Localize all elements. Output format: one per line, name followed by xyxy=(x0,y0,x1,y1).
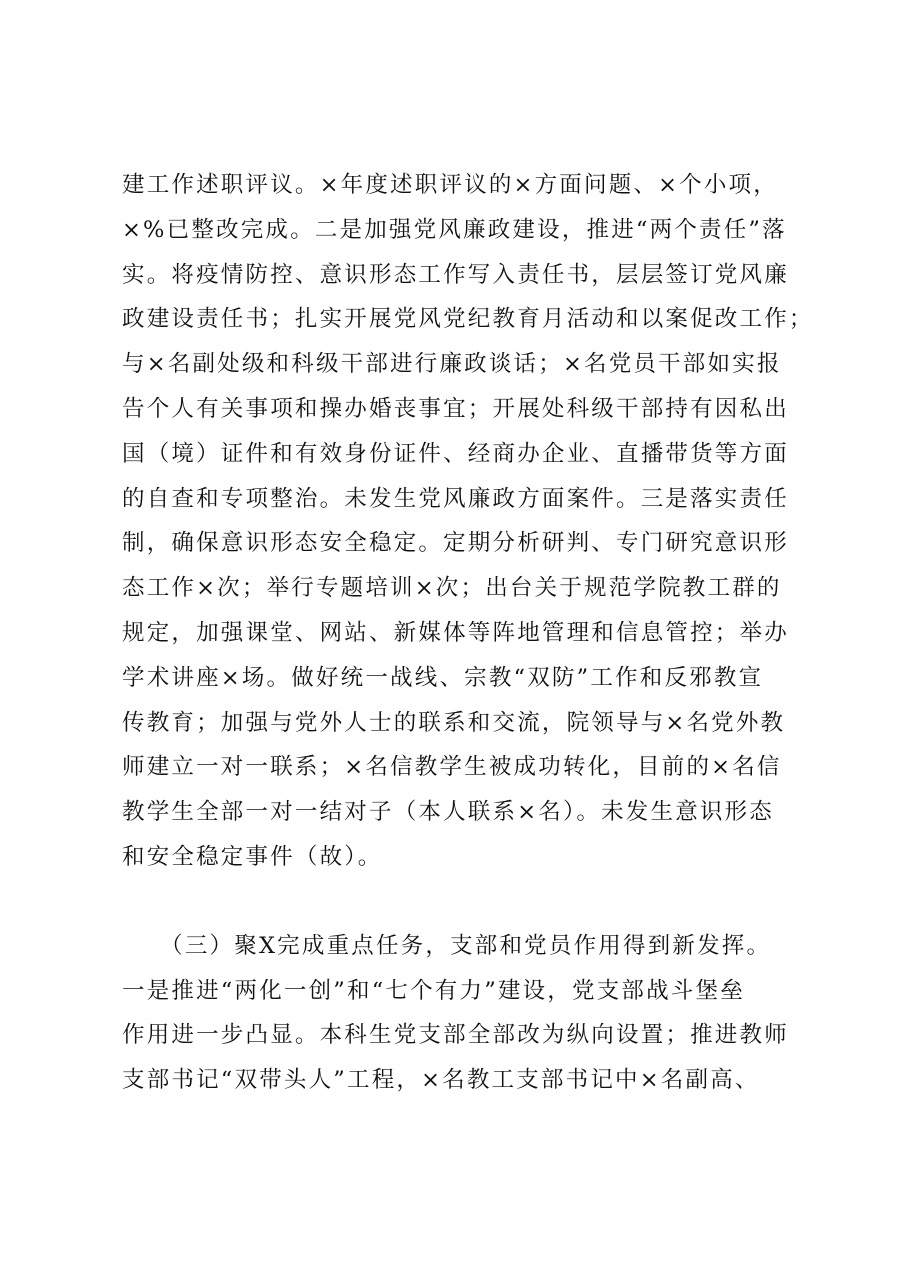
text-line: 作用进一步凸显。本科生党支部全部改为纵向设置；推进教师 xyxy=(122,1022,789,1049)
text-line: 规定，加强课堂、网站、新媒体等阵地管理和信息管控；举办 xyxy=(122,619,789,646)
text-line: 政建设责任书；扎实开展党风党纪教育月活动和以案促改工作； xyxy=(122,306,814,333)
text-line: 与×名副处级和科级干部进行廉政谈话；×名党员干部如实报 xyxy=(122,351,782,378)
text-line: 和安全稳定事件（故）。 xyxy=(122,843,383,870)
body-text xyxy=(122,163,822,1103)
text-line: 一是推进“两化一创”和“七个有力”建设，党支部战斗堡垒 xyxy=(122,977,745,1004)
text-line: 师建立一对一联系；×名信教学生被成功转化，目前的×名信 xyxy=(122,754,782,781)
paragraph-gap xyxy=(122,880,822,924)
text-line: 建工作述职评议。×年度述职评议的×方面问题、×个小项， xyxy=(122,172,778,198)
text-line: 的自查和专项整治。未发生党风廉政方面案件。三是落实责任 xyxy=(122,485,789,512)
text-line: 国（境）证件和有效身份证件、经商办企业、直播带货等方面 xyxy=(122,440,789,467)
text-line: 制，确保意识形态安全稳定。定期分析研判、专门研究意识形 xyxy=(122,530,789,557)
text-line: 告个人有关事项和操办婚丧事宜；开展处科级干部持有因私出 xyxy=(122,395,789,422)
text-line: 支部书记“双带头人”工程，×名教工支部书记中×名副高、 xyxy=(122,1067,760,1094)
text-line: 态工作×次；举行专题培训×次；出台关于规范学院教工群的 xyxy=(122,575,782,602)
text-line: 教学生全部一对一结对子（本人联系×名）。未发生意识形态 xyxy=(122,799,775,826)
text-line: 学术讲座×场。做好统一战线、宗教“双防”工作和反邪教宣 xyxy=(122,664,764,691)
text-line: 传教育；加强与党外人士的联系和交流，院领导与×名党外教 xyxy=(122,709,786,736)
text-line: ×%已整改完成。二是加强党风廉政建设，推进“两个责任”落 xyxy=(122,216,787,243)
text-line: （三）聚X完成重点任务，支部和党员作用得到新发挥。 xyxy=(122,932,772,959)
text-line: 实。将疫情防控、意识形态工作写入责任书，层层签订党风廉 xyxy=(122,261,789,288)
